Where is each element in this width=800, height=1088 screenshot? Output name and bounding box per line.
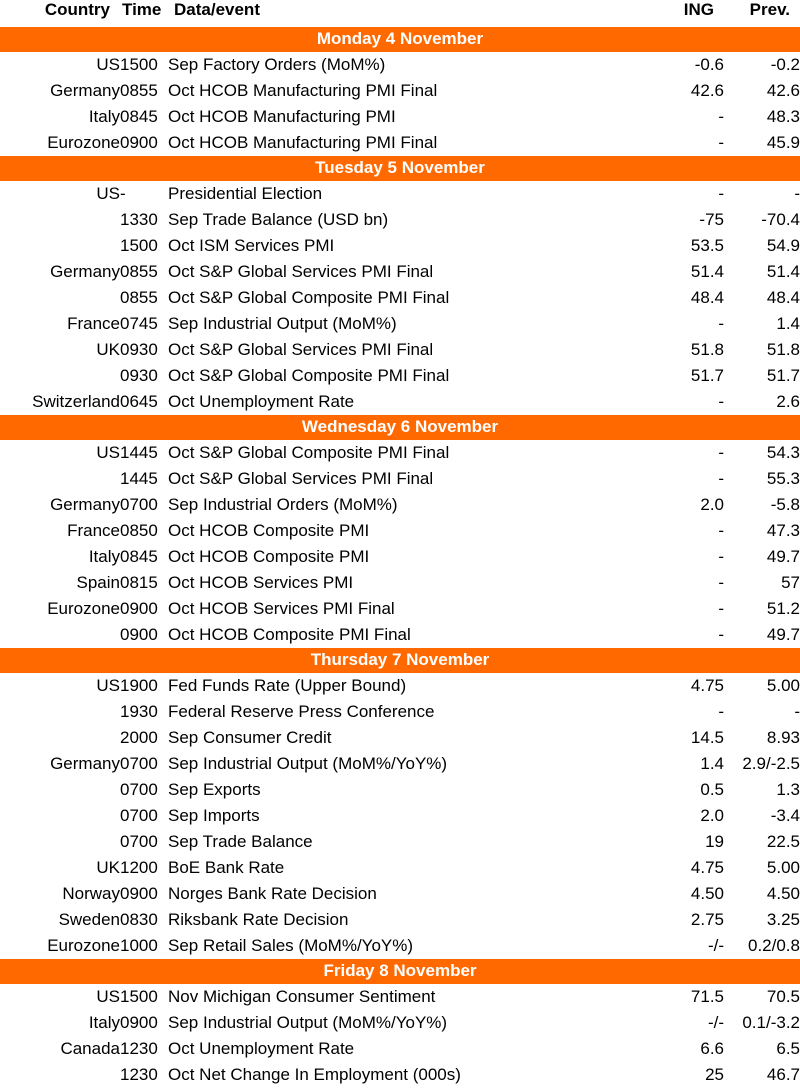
event-previous-value: 2.9/-2.5 (742, 754, 800, 773)
event-description: Sep Trade Balance (168, 832, 313, 851)
event-description: Riksbank Rate Decision (168, 910, 349, 929)
event-time: 0900 (120, 884, 158, 903)
event-ing-forecast: 14.5 (690, 728, 724, 747)
event-description: Oct S&P Global Services PMI Final (168, 469, 434, 488)
event-ing-forecast: -/- (707, 1013, 724, 1032)
event-description: Oct HCOB Manufacturing PMI (168, 107, 396, 126)
event-previous-value: 1.4 (776, 314, 800, 333)
event-previous-value: 48.3 (766, 107, 800, 126)
event-description: Sep Consumer Credit (168, 728, 332, 747)
event-country (0, 777, 120, 803)
event-ing-forecast: - (718, 107, 724, 126)
event-previous-value: 46.7 (766, 1065, 800, 1084)
event-ing-forecast: -/- (707, 936, 724, 955)
event-previous-value: 49.7 (766, 625, 800, 644)
event-previous-value: - (794, 702, 800, 721)
event-previous-value: 48.4 (766, 288, 800, 307)
event-description: BoE Bank Rate (168, 858, 285, 877)
event-description: Oct HCOB Services PMI (168, 573, 354, 592)
event-previous-value: 0.1/-3.2 (742, 1013, 800, 1032)
event-country: Italy (88, 107, 120, 126)
event-ing-forecast: 51.7 (690, 366, 724, 385)
event-country: US (96, 443, 120, 462)
table-row (0, 751, 800, 777)
table-row (0, 881, 800, 907)
table-row (0, 440, 800, 466)
table-row (0, 1010, 800, 1036)
event-previous-value: 51.7 (766, 366, 800, 385)
day-header-row (0, 27, 800, 52)
day-header-label: Monday 4 November (0, 27, 800, 52)
day-header-label: Tuesday 5 November (0, 156, 800, 181)
event-country: Eurozone (47, 133, 120, 152)
table-row (0, 78, 800, 104)
event-ing-forecast: -0.6 (694, 55, 724, 74)
table-row (0, 803, 800, 829)
event-ing-forecast: - (718, 392, 724, 411)
event-description: Oct HCOB Composite PMI Final (168, 625, 411, 644)
event-previous-value: 22.5 (766, 832, 800, 851)
event-country: Germany (50, 754, 120, 773)
event-time: 0830 (120, 910, 158, 929)
event-description: Sep Exports (168, 780, 261, 799)
event-country: US (96, 184, 120, 203)
event-description: Oct Unemployment Rate (168, 1039, 355, 1058)
event-country (0, 622, 120, 648)
event-time: 0855 (120, 81, 158, 100)
event-previous-value: - (794, 184, 800, 203)
table-row (0, 389, 800, 415)
event-time: 0900 (120, 625, 158, 644)
event-country: Switzerland (32, 392, 120, 411)
event-country: France (67, 314, 120, 333)
table-row (0, 466, 800, 492)
event-previous-value: 4.50 (766, 884, 800, 903)
event-time: 1230 (120, 1039, 158, 1058)
table-header (0, 0, 800, 27)
table-row (0, 233, 800, 259)
event-previous-value: 51.8 (766, 340, 800, 359)
column-header-prev: Prev. (749, 0, 790, 19)
event-country: Eurozone (47, 599, 120, 618)
event-ing-forecast: - (718, 184, 724, 203)
table-row (0, 777, 800, 803)
event-description: Oct HCOB Manufacturing PMI Final (168, 133, 438, 152)
table-row (0, 829, 800, 855)
table-row (0, 622, 800, 648)
event-country (0, 725, 120, 751)
event-country (0, 207, 120, 233)
event-country: Germany (50, 262, 120, 281)
day-header-label: Wednesday 6 November (0, 415, 800, 440)
event-previous-value: 8.93 (766, 728, 800, 747)
event-ing-forecast: - (718, 469, 724, 488)
table-body (0, 27, 800, 1088)
table-row (0, 518, 800, 544)
event-description: Norges Bank Rate Decision (168, 884, 377, 903)
event-previous-value: 54.3 (766, 443, 800, 462)
day-header-row (0, 415, 800, 440)
table-row (0, 725, 800, 751)
event-ing-forecast: 53.5 (690, 236, 724, 255)
event-description: Sep Imports (168, 806, 260, 825)
event-time: 0645 (120, 392, 158, 411)
event-ing-forecast: 48.4 (690, 288, 724, 307)
event-country: Italy (88, 1013, 120, 1032)
table-row (0, 907, 800, 933)
event-ing-forecast: 19 (705, 832, 724, 851)
event-description: Sep Factory Orders (MoM%) (168, 55, 386, 74)
day-header-label: Friday 8 November (0, 959, 800, 984)
event-description: Federal Reserve Press Conference (168, 702, 435, 721)
column-header-time: Time (122, 0, 162, 19)
column-header-country: Country (44, 0, 110, 19)
event-description: Oct HCOB Composite PMI (168, 547, 370, 566)
event-time: 0900 (120, 1013, 158, 1032)
event-previous-value: 54.9 (766, 236, 800, 255)
day-header-row (0, 156, 800, 181)
event-country (0, 803, 120, 829)
event-ing-forecast: - (718, 702, 724, 721)
event-ing-forecast: - (718, 625, 724, 644)
table-row (0, 207, 800, 233)
event-description: Sep Retail Sales (MoM%/YoY%) (168, 936, 414, 955)
event-description: Oct S&P Global Composite PMI Final (168, 288, 450, 307)
event-description: Oct HCOB Manufacturing PMI Final (168, 81, 438, 100)
event-time: 1445 (120, 443, 158, 462)
column-header-event: Data/event (174, 0, 260, 19)
event-description: Oct S&P Global Services PMI Final (168, 262, 434, 281)
event-previous-value: -0.2 (770, 55, 800, 74)
event-country: Germany (50, 81, 120, 100)
event-country (0, 466, 120, 492)
event-time: 1000 (120, 936, 158, 955)
table-row (0, 673, 800, 699)
event-previous-value: 45.9 (766, 133, 800, 152)
event-time: 0700 (120, 754, 158, 773)
day-header-row (0, 648, 800, 673)
table-row (0, 311, 800, 337)
event-country: Sweden (58, 910, 120, 929)
event-ing-forecast: - (718, 599, 724, 618)
event-previous-value: 70.5 (766, 987, 800, 1006)
event-description: Nov Michigan Consumer Sentiment (168, 987, 436, 1006)
table-row (0, 130, 800, 156)
event-description: Oct S&P Global Composite PMI Final (168, 443, 450, 462)
event-time: 1500 (120, 987, 158, 1006)
table-row (0, 259, 800, 285)
event-description: Sep Industrial Output (MoM%/YoY%) (168, 754, 448, 773)
event-previous-value: 42.6 (766, 81, 800, 100)
event-time: 1330 (120, 210, 158, 229)
event-ing-forecast: 51.8 (690, 340, 724, 359)
event-country: US (96, 676, 120, 695)
event-time: 0900 (120, 599, 158, 618)
event-time: 0850 (120, 521, 158, 540)
table-row (0, 363, 800, 389)
column-header-ing: ING (683, 0, 714, 19)
event-time: 1900 (120, 676, 158, 695)
table-row (0, 855, 800, 881)
event-ing-forecast: - (718, 573, 724, 592)
event-time: 0855 (120, 262, 158, 281)
table-row (0, 1036, 800, 1062)
table-row (0, 699, 800, 725)
event-previous-value: 2.6 (776, 392, 800, 411)
event-time: 0700 (120, 806, 158, 825)
event-country: Spain (76, 573, 120, 592)
event-ing-forecast: - (718, 443, 724, 462)
event-ing-forecast: - (718, 547, 724, 566)
event-country: US (96, 987, 120, 1006)
event-ing-forecast: -75 (699, 210, 724, 229)
event-ing-forecast: 42.6 (690, 81, 724, 100)
day-header-row (0, 959, 800, 984)
event-country (0, 699, 120, 725)
event-ing-forecast: 4.50 (690, 884, 724, 903)
table-row (0, 933, 800, 959)
event-previous-value: 5.00 (766, 858, 800, 877)
table-row (0, 181, 800, 207)
event-ing-forecast: 51.4 (690, 262, 724, 281)
event-previous-value: -70.4 (761, 210, 800, 229)
table-row (0, 337, 800, 363)
event-time: 0700 (120, 780, 158, 799)
event-previous-value: -3.4 (770, 806, 800, 825)
event-description: Oct ISM Services PMI (168, 236, 335, 255)
event-previous-value: 47.3 (766, 521, 800, 540)
event-ing-forecast: - (718, 133, 724, 152)
event-description: Fed Funds Rate (Upper Bound) (168, 676, 407, 695)
event-country (0, 1062, 120, 1088)
event-country: Norway (62, 884, 120, 903)
event-time: 1500 (120, 236, 158, 255)
table-row (0, 285, 800, 311)
event-previous-value: 55.3 (766, 469, 800, 488)
event-time: 2000 (120, 728, 158, 747)
event-country (0, 233, 120, 259)
event-time: 1500 (120, 55, 158, 74)
event-description: Presidential Election (168, 184, 323, 203)
event-previous-value: 0.2/0.8 (748, 936, 800, 955)
event-description: Oct S&P Global Composite PMI Final (168, 366, 450, 385)
header-row (0, 0, 800, 27)
event-country: Germany (50, 495, 120, 514)
event-time: 0845 (120, 547, 158, 566)
event-ing-forecast: 71.5 (690, 987, 724, 1006)
event-time: 1200 (120, 858, 158, 877)
event-ing-forecast: 4.75 (690, 676, 724, 695)
event-country: France (67, 521, 120, 540)
event-ing-forecast: 2.75 (690, 910, 724, 929)
event-time: 1930 (120, 702, 158, 721)
event-ing-forecast: 0.5 (700, 780, 724, 799)
event-description: Sep Industrial Orders (MoM%) (168, 495, 398, 514)
event-ing-forecast: 6.6 (700, 1039, 724, 1058)
event-ing-forecast: 4.75 (690, 858, 724, 877)
event-country: Italy (88, 547, 120, 566)
event-previous-value: -5.8 (770, 495, 800, 514)
event-time: 1445 (120, 469, 158, 488)
event-time: 0700 (120, 832, 158, 851)
event-time: 0700 (120, 495, 158, 514)
event-country (0, 363, 120, 389)
event-previous-value: 5.00 (766, 676, 800, 695)
event-description: Oct S&P Global Services PMI Final (168, 340, 434, 359)
table-row (0, 570, 800, 596)
event-time: 0745 (120, 314, 158, 333)
event-time: 0930 (120, 366, 158, 385)
table-row (0, 104, 800, 130)
event-previous-value: 49.7 (766, 547, 800, 566)
event-country: Eurozone (47, 936, 120, 955)
event-previous-value: 1.3 (776, 780, 800, 799)
event-time: 0930 (120, 340, 158, 359)
table-row (0, 1062, 800, 1088)
event-previous-value: 51.4 (766, 262, 800, 281)
event-previous-value: 6.5 (776, 1039, 800, 1058)
event-ing-forecast: 2.0 (700, 495, 724, 514)
event-country (0, 829, 120, 855)
event-country: US (96, 55, 120, 74)
event-time: 0900 (120, 133, 158, 152)
event-ing-forecast: - (718, 521, 724, 540)
event-ing-forecast: 1.4 (700, 754, 724, 773)
event-country: Canada (60, 1039, 120, 1058)
event-previous-value: 51.2 (766, 599, 800, 618)
event-time: 0855 (120, 288, 158, 307)
event-time: 0815 (120, 573, 158, 592)
table-row (0, 52, 800, 78)
event-time: - (120, 184, 126, 203)
event-time: 1230 (120, 1065, 158, 1084)
event-country (0, 285, 120, 311)
event-country: UK (96, 340, 120, 359)
event-description: Oct Unemployment Rate (168, 392, 355, 411)
event-country: UK (96, 858, 120, 877)
table-row (0, 544, 800, 570)
day-header-label: Thursday 7 November (0, 648, 800, 673)
event-previous-value: 3.25 (766, 910, 800, 929)
table-row (0, 984, 800, 1010)
table-row (0, 492, 800, 518)
table-row (0, 596, 800, 622)
event-description: Oct Net Change In Employment (000s) (168, 1065, 461, 1084)
event-ing-forecast: 2.0 (700, 806, 724, 825)
event-description: Sep Industrial Output (MoM%/YoY%) (168, 1013, 448, 1032)
event-description: Sep Industrial Output (MoM%) (168, 314, 397, 333)
event-ing-forecast: 25 (705, 1065, 724, 1084)
event-ing-forecast: - (718, 314, 724, 333)
event-description: Oct HCOB Services PMI Final (168, 599, 395, 618)
event-previous-value: 57 (781, 573, 800, 592)
event-description: Oct HCOB Composite PMI (168, 521, 370, 540)
event-time: 0845 (120, 107, 158, 126)
event-description: Sep Trade Balance (USD bn) (168, 210, 389, 229)
